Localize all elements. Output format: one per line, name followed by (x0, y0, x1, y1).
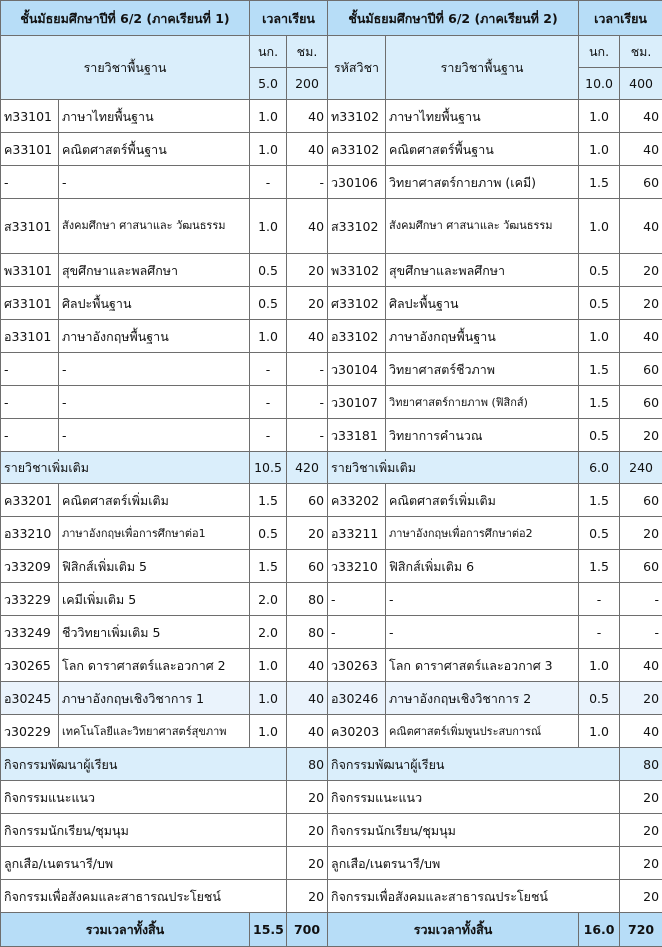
sem1-subject-code: ว30265 (1, 649, 59, 682)
sem1-subject-code: ท33101 (1, 100, 59, 133)
sem1-subject-hours: 20 (287, 254, 328, 287)
sem1-subject-name: - (59, 419, 250, 452)
table-row (1, 320, 662, 353)
sem2-subject-code: ว30104 (328, 353, 386, 386)
sem1-subject-hours: 40 (287, 715, 328, 748)
sem2-subject-name: คณิตศาสตร์พื้นฐาน (386, 133, 579, 166)
sem2-subject-name: ศิลปะพื้นฐาน (386, 287, 579, 320)
sem2-subject-hours: 60 (620, 550, 662, 583)
table-row (1, 583, 662, 616)
sem2-subject-name: โลก ดาราศาสตร์และอวกาศ 3 (386, 649, 579, 682)
sem1-subject-credits: - (250, 419, 287, 452)
sem2-subject-hours: 60 (620, 484, 662, 517)
sem2-basic-credits: 10.0 (579, 68, 620, 100)
sem1-subject-name: ฟิสิกส์เพิ่มเติม 5 (59, 550, 250, 583)
table-row (1, 550, 662, 583)
sem2-subject-credits: 0.5 (579, 682, 620, 715)
sem1-subject-hours: 40 (287, 682, 328, 715)
sem2-subject-name: สุขศึกษาและพลศึกษา (386, 254, 579, 287)
sem1-subject-name: ภาษาไทยพื้นฐาน (59, 100, 250, 133)
table-row (1, 484, 662, 517)
sem1-subject-hours: 40 (287, 320, 328, 353)
sem2-total-label: รวมเวลาทั้งสิ้น (328, 913, 579, 947)
sem1-subject-hours: 60 (287, 484, 328, 517)
sem2-subject-credits: 1.0 (579, 199, 620, 254)
sem2-subject-hours: 40 (620, 100, 662, 133)
sem2-subject-hours: 40 (620, 133, 662, 166)
sem2-subject-name: วิทยาศาสตร์ชีวภาพ (386, 353, 579, 386)
sem2-subject-code: ว33181 (328, 419, 386, 452)
sem1-subject-credits: 0.5 (250, 254, 287, 287)
grand-total-row (1, 913, 662, 947)
sem1-subject-code: ส33101 (1, 199, 59, 254)
sem2-subject-credits: - (579, 616, 620, 649)
sem1-subject-name: คณิตศาสตร์พื้นฐาน (59, 133, 250, 166)
sem2-subject-code: ท33102 (328, 100, 386, 133)
sem1-subject-code: ว33209 (1, 550, 59, 583)
sem1-subject-name: คณิตศาสตร์เพิ่มเติม (59, 484, 250, 517)
sem1-hours-label: ชม. (287, 36, 328, 68)
sem1-activities-hours: 80 (287, 748, 328, 781)
sem2-hours-label: ชม. (620, 36, 662, 68)
sem1-subject-name: เทคโนโลยีและวิทยาศาสตร์สุขภาพ (59, 715, 250, 748)
table-row (1, 715, 662, 748)
sem2-subject-hours: 20 (620, 287, 662, 320)
sem1-basic-hours: 200 (287, 68, 328, 100)
sem1-subject-code: - (1, 166, 59, 199)
sem1-subject-code: ศ33101 (1, 287, 59, 320)
sem1-additional-credits: 10.5 (250, 452, 287, 484)
sem1-title: ชั้นมัธยมศึกษาปีที่ 6/2 (ภาคเรียนที่ 1) (1, 1, 250, 36)
sem2-subject-name: - (386, 583, 579, 616)
sem1-subject-credits: 1.0 (250, 100, 287, 133)
sem2-title: ชั้นมัธยมศึกษาปีที่ 6/2 (ภาคเรียนที่ 2) (328, 1, 579, 36)
sem1-subject-hours: 60 (287, 550, 328, 583)
sem1-subject-credits: 2.0 (250, 583, 287, 616)
sem1-subject-code: ว33229 (1, 583, 59, 616)
sem2-credit-label: นก. (579, 36, 620, 68)
sem1-subject-credits: 1.0 (250, 199, 287, 254)
sem1-credit-label: นก. (250, 36, 287, 68)
sem1-basic-label: รายวิชาพื้นฐาน (1, 36, 250, 100)
sem1-subject-name: เคมีเพิ่มเติม 5 (59, 583, 250, 616)
sem1-time-label: เวลาเรียน (250, 1, 328, 36)
sem1-subject-code: - (1, 386, 59, 419)
table-row (1, 616, 662, 649)
sem2-subject-credits: 1.5 (579, 353, 620, 386)
sem1-subject-hours: 80 (287, 583, 328, 616)
sem2-subject-hours: 40 (620, 649, 662, 682)
sem1-subject-credits: - (250, 353, 287, 386)
table-row (1, 682, 662, 715)
sem2-subject-name: วิทยาศาสตร์กายภาพ (ฟิสิกส์) (386, 386, 579, 419)
sem1-subject-code: ว30229 (1, 715, 59, 748)
sem2-subject-credits: 1.0 (579, 320, 620, 353)
sem1-subject-credits: 1.0 (250, 320, 287, 353)
sem2-activity-name: กิจกรรมแนะแนว (328, 781, 620, 814)
sem2-subject-code: ค33202 (328, 484, 386, 517)
sem1-subject-credits: 1.0 (250, 715, 287, 748)
table-row (1, 353, 662, 386)
sem2-subject-code: ส33102 (328, 199, 386, 254)
sem1-subject-credits: 1.0 (250, 682, 287, 715)
sem1-subject-hours: 20 (287, 287, 328, 320)
sem2-total-credits: 16.0 (579, 913, 620, 947)
sem1-subject-code: พ33101 (1, 254, 59, 287)
sem2-subject-name: วิทยาศาสตร์กายภาพ (เคมี) (386, 166, 579, 199)
sem2-additional-hours: 240 (620, 452, 662, 484)
sem1-additional-label: รายวิชาเพิ่มเติม (1, 452, 250, 484)
sem1-subject-credits: - (250, 386, 287, 419)
sem1-subject-name: - (59, 386, 250, 419)
sem2-total-hours: 720 (620, 913, 662, 947)
sem2-basic-label: รายวิชาพื้นฐาน (386, 36, 579, 100)
sem1-subject-code: - (1, 353, 59, 386)
sem1-subject-hours: 40 (287, 649, 328, 682)
sem1-subject-hours: - (287, 419, 328, 452)
sem1-subject-code: ว33249 (1, 616, 59, 649)
sem1-total-credits: 15.5 (250, 913, 287, 947)
sem2-subject-credits: 1.0 (579, 100, 620, 133)
sem2-activity-name: ลูกเสือ/เนตรนารี/บพ (328, 847, 620, 880)
sem1-subject-credits: 1.0 (250, 133, 287, 166)
table-row (1, 419, 662, 452)
sem1-subject-name: ศิลปะพื้นฐาน (59, 287, 250, 320)
sem1-subject-name: โลก ดาราศาสตร์และอวกาศ 2 (59, 649, 250, 682)
sem1-subject-credits: 0.5 (250, 517, 287, 550)
sem2-subject-credits: - (579, 583, 620, 616)
sem2-subject-code: อ33211 (328, 517, 386, 550)
sem1-activity-name: กิจกรรมนักเรียน/ชุมนุม (1, 814, 287, 847)
sem2-subject-code: ค30203 (328, 715, 386, 748)
sem2-activity-hours: 20 (620, 880, 662, 913)
table-row (1, 517, 662, 550)
sem1-additional-hours: 420 (287, 452, 328, 484)
sem2-code-label: รหัสวิชา (328, 36, 386, 100)
sem2-activity-hours: 20 (620, 814, 662, 847)
table-row (1, 781, 662, 814)
table-row (1, 386, 662, 419)
table-row (1, 133, 662, 166)
sem2-subject-credits: 0.5 (579, 419, 620, 452)
sem1-subject-name: ภาษาอังกฤษพื้นฐาน (59, 320, 250, 353)
sem1-subject-code: อ33101 (1, 320, 59, 353)
table-row (1, 199, 662, 254)
sem2-subject-hours: - (620, 616, 662, 649)
sem2-subject-hours: 20 (620, 419, 662, 452)
sem2-subject-hours: 60 (620, 166, 662, 199)
table-row (1, 254, 662, 287)
sem1-subject-hours: 80 (287, 616, 328, 649)
sem1-subject-hours: - (287, 386, 328, 419)
sem2-subject-hours: 20 (620, 682, 662, 715)
sem2-subject-hours: 40 (620, 320, 662, 353)
table-row (1, 100, 662, 133)
sem2-subject-credits: 1.5 (579, 386, 620, 419)
table-row (1, 880, 662, 913)
sem1-activity-name: กิจกรรมแนะแนว (1, 781, 287, 814)
sem2-subject-hours: - (620, 583, 662, 616)
sem1-subject-name: - (59, 353, 250, 386)
sem2-time-label: เวลาเรียน (579, 1, 662, 36)
table-row (1, 814, 662, 847)
sem2-subject-credits: 1.5 (579, 166, 620, 199)
sem2-subject-credits: 0.5 (579, 254, 620, 287)
sem2-subject-code: ค33102 (328, 133, 386, 166)
sem2-activities-hours: 80 (620, 748, 662, 781)
sem2-subject-name: ภาษาอังกฤษพื้นฐาน (386, 320, 579, 353)
sem2-additional-credits: 6.0 (579, 452, 620, 484)
sem1-subject-name: สังคมศึกษา ศาสนาและ วัฒนธรรม (59, 199, 250, 254)
sem1-subject-credits: 1.5 (250, 484, 287, 517)
sem2-subject-code: - (328, 583, 386, 616)
sem2-subject-name: คณิตศาสตร์เพิ่มพูนประสบการณ์ (386, 715, 579, 748)
sem1-total-hours: 700 (287, 913, 328, 947)
sem1-activity-name: กิจกรรมเพื่อสังคมและสาธารณประโยชน์ (1, 880, 287, 913)
sem2-subject-code: อ30246 (328, 682, 386, 715)
sem1-activity-hours: 20 (287, 847, 328, 880)
sem2-subject-hours: 20 (620, 254, 662, 287)
sem1-activity-hours: 20 (287, 880, 328, 913)
table-row (1, 287, 662, 320)
sem2-subject-credits: 1.0 (579, 649, 620, 682)
sem2-subject-code: ว30107 (328, 386, 386, 419)
sem1-subject-credits: 1.5 (250, 550, 287, 583)
sem2-subject-code: ว30263 (328, 649, 386, 682)
sem2-subject-hours: 40 (620, 715, 662, 748)
sem1-subject-hours: 40 (287, 199, 328, 254)
sem1-subject-name: ชีววิทยาเพิ่มเติม 5 (59, 616, 250, 649)
sem2-subject-name: ภาษาอังกฤษเพื่อการศึกษาต่อ2 (386, 517, 579, 550)
sem2-subject-hours: 20 (620, 517, 662, 550)
sem1-subject-hours: 40 (287, 100, 328, 133)
sem1-basic-credits: 5.0 (250, 68, 287, 100)
sem2-subject-name: วิทยาการคำนวณ (386, 419, 579, 452)
sem2-subject-name: ฟิสิกส์เพิ่มเติม 6 (386, 550, 579, 583)
sem1-subject-credits: 1.0 (250, 649, 287, 682)
table-row (1, 166, 662, 199)
sem2-activity-hours: 20 (620, 847, 662, 880)
sem2-subject-hours: 60 (620, 353, 662, 386)
sem1-subject-hours: 40 (287, 133, 328, 166)
sem1-subject-credits: 2.0 (250, 616, 287, 649)
sem2-activity-hours: 20 (620, 781, 662, 814)
sem1-subject-code: ค33201 (1, 484, 59, 517)
sem2-activities-label: กิจกรรมพัฒนาผู้เรียน (328, 748, 620, 781)
sem2-subject-name: - (386, 616, 579, 649)
sem1-activity-name: ลูกเสือ/เนตรนารี/บพ (1, 847, 287, 880)
sem2-basic-hours: 400 (620, 68, 662, 100)
sem2-additional-label: รายวิชาเพิ่มเติม (328, 452, 579, 484)
sem1-subject-name: ภาษาอังกฤษเชิงวิชาการ 1 (59, 682, 250, 715)
sem2-subject-name: ภาษาอังกฤษเชิงวิชาการ 2 (386, 682, 579, 715)
sem2-subject-code: ว33210 (328, 550, 386, 583)
unit-row (1, 36, 662, 68)
sem2-subject-credits: 0.5 (579, 287, 620, 320)
sem2-subject-credits: 0.5 (579, 517, 620, 550)
title-row (1, 1, 662, 36)
sem1-subject-credits: 0.5 (250, 287, 287, 320)
sem1-subject-hours: 20 (287, 517, 328, 550)
sem2-subject-code: ว30106 (328, 166, 386, 199)
sem2-subject-hours: 60 (620, 386, 662, 419)
sem1-subject-hours: - (287, 166, 328, 199)
sem1-subject-credits: - (250, 166, 287, 199)
sem1-subject-code: อ33210 (1, 517, 59, 550)
sem1-subject-code: ค33101 (1, 133, 59, 166)
sem2-subject-code: พ33102 (328, 254, 386, 287)
table-body (1, 1, 662, 947)
additional-section-row (1, 452, 662, 484)
sem1-subject-code: - (1, 419, 59, 452)
sem2-activity-name: กิจกรรมนักเรียน/ชุมนุม (328, 814, 620, 847)
sem1-subject-hours: - (287, 353, 328, 386)
sem1-subject-name: ภาษาอังกฤษเพื่อการศึกษาต่อ1 (59, 517, 250, 550)
sem1-total-label: รวมเวลาทั้งสิ้น (1, 913, 250, 947)
sem2-subject-code: อ33102 (328, 320, 386, 353)
sem2-subject-credits: 1.5 (579, 550, 620, 583)
sem2-subject-credits: 1.5 (579, 484, 620, 517)
sem1-subject-code: อ30245 (1, 682, 59, 715)
sem1-subject-name: สุขศึกษาและพลศึกษา (59, 254, 250, 287)
sem2-subject-name: ภาษาไทยพื้นฐาน (386, 100, 579, 133)
table-row (1, 847, 662, 880)
sem2-subject-name: สังคมศึกษา ศาสนาและ วัฒนธรรม (386, 199, 579, 254)
sem2-subject-code: ศ33102 (328, 287, 386, 320)
sem2-subject-credits: 1.0 (579, 715, 620, 748)
sem2-activity-name: กิจกรรมเพื่อสังคมและสาธารณประโยชน์ (328, 880, 620, 913)
sem1-subject-name: - (59, 166, 250, 199)
activities-section-row (1, 748, 662, 781)
sem2-subject-name: คณิตศาสตร์เพิ่มเติม (386, 484, 579, 517)
sem1-activity-hours: 20 (287, 781, 328, 814)
sem1-activity-hours: 20 (287, 814, 328, 847)
sem1-activities-label: กิจกรรมพัฒนาผู้เรียน (1, 748, 287, 781)
sem2-subject-hours: 40 (620, 199, 662, 254)
sem2-subject-code: - (328, 616, 386, 649)
table-row (1, 649, 662, 682)
sem2-subject-credits: 1.0 (579, 133, 620, 166)
